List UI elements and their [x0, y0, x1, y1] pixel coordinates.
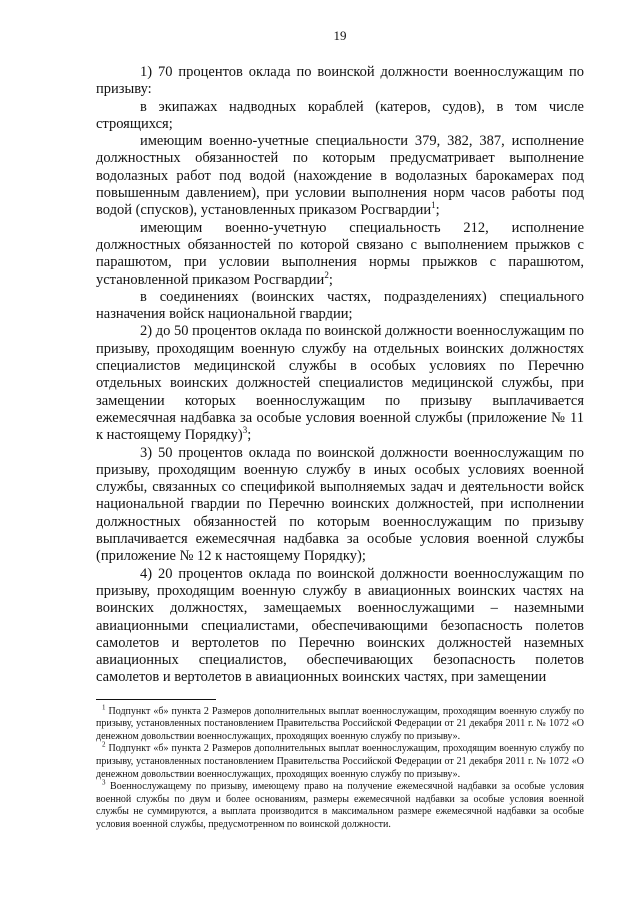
- paragraph-8-text: 4) 20 процентов оклада по воинской должности военнослужащим по призыву, проходящим военную службу в авиационных воинских частях на воинских должностях, замещаемых военнослужащими – наземными авиационными специалистами, обеспечивающими безопасность полетов самолетов и вертолетов по Перечню воинских должностей наземных авиационных специалистов, обеспечивающих безопасность полетов самолетов и вертолетов в авиационных воинских частях, при замещении: [96, 565, 584, 686]
- footnotes: [96, 703, 584, 832]
- footnote-1-text: Подпункт «б» пункта 2 Размеров дополнительных выплат военнослужащим, проходящим военную службу по призыву, установленных постановлением Правительства Российской Федерации от 21 декабря 2011 г. № 1072 «О денежном довольствии военнослужащих, проходящих военную службу по призыву».: [96, 705, 584, 742]
- footnote-3-number: 3: [102, 778, 106, 787]
- paragraph-6-text: 2) до 50 процентов оклада по воинской должности военнослужащим по призыву, проходящим военную службу на отдельных воинских должностях специалистов медицинской службы в особых условиях по Перечню отдельных воинских должностей специалистов медицинской службы, при замещении которых военнослужащим по призыву выплачивается ежемесячная надбавка за особые условия военной службы (приложение № 11 к настоящему Порядку): [96, 323, 584, 444]
- paragraph-5-text: в соединениях (воинских частях, подразделениях) специального назначения войск национальной гвардии;: [96, 288, 584, 323]
- footnote-ref-2: 2: [324, 269, 329, 280]
- footnote-1-number: 1: [102, 703, 106, 712]
- paragraph-7: [96, 445, 584, 566]
- paragraph-4-text: имеющим военно-учетную специальность 212, исполнение должностных обязанностей по которой связано с выполнением прыжков с парашютом, при условии выполнения нормы прыжков с парашютом, установленной приказом Росгвардии: [96, 219, 584, 288]
- paragraph-1-text: 1) 70 процентов оклада по воинской должности военнослужащим по призыву:: [96, 64, 584, 98]
- paragraph-5: [96, 289, 584, 324]
- paragraph-7-text: 3) 50 процентов оклада по воинской должности военнослужащим по призыву, проходящим военную службу в иных особых условиях военной службы, связанных со спецификой выполняемых задач и деятельности войск национальной гвардии по Перечню воинских должностей, при исполнении должностных обязанностей по которым военнослужащим по призыву выплачивается ежемесячная надбавка за особые условия военной службы (приложение № 12 к настоящему Порядку);: [96, 444, 584, 565]
- footnote-2-number: 2: [102, 741, 106, 750]
- paragraph-6: [96, 323, 584, 444]
- footnote-2: [96, 743, 584, 781]
- body-text: [96, 64, 584, 687]
- paragraph-6-tail: ;: [247, 427, 252, 444]
- footnote-ref-3: 3: [242, 425, 248, 436]
- paragraph-3-tail: ;: [435, 202, 440, 219]
- footnote-3-text: Военнослужащему по призыву, имеющему право на получение ежемесячной надбавки за особые условия военной службы по двум и более основаниям, размеры ежемесячной надбавки за особые условия военной службы не суммируются, а выплата производится в максимальном размере ежемесячной надбавки за особые условия военной службы, предусмотренном по воинской должности.: [96, 781, 584, 831]
- paragraph-4: [96, 220, 584, 289]
- paragraph-3: [96, 133, 584, 219]
- page-number: 19: [333, 28, 347, 43]
- paragraph-3-text: имеющим военно-учетные специальности 379, 382, 387, исполнение должностных обязанностей по которым предусматривает выполнение водолазных работ под водой (нахождение в водолазных барокамерах под повышенным давлением), при условии выполнения норм часов работы под водой (спусков), установленных приказом Росгвардии: [96, 133, 584, 219]
- footnote-3: [96, 778, 584, 831]
- paragraph-4-tail: ;: [328, 271, 333, 288]
- paragraph-1: [96, 64, 584, 99]
- paragraph-2-text: в экипажах надводных кораблей (катеров, судов), в том числе строящихся;: [96, 98, 584, 132]
- footnote-ref-1: 1: [431, 200, 436, 211]
- footnote-2-text: Подпункт «б» пункта 2 Размеров дополнительных выплат военнослужащим, проходящим военную службу по призыву, установленных постановлением Правительства Российской Федерации от 21 декабря 2011 г. № 1072 «О денежном довольствии военнослужащих, проходящих военную службу по призыву».: [96, 743, 584, 780]
- footnote-1: [96, 703, 584, 744]
- paragraph-8: [96, 566, 584, 687]
- footnote-divider: [96, 699, 216, 700]
- paragraph-2: [96, 99, 584, 134]
